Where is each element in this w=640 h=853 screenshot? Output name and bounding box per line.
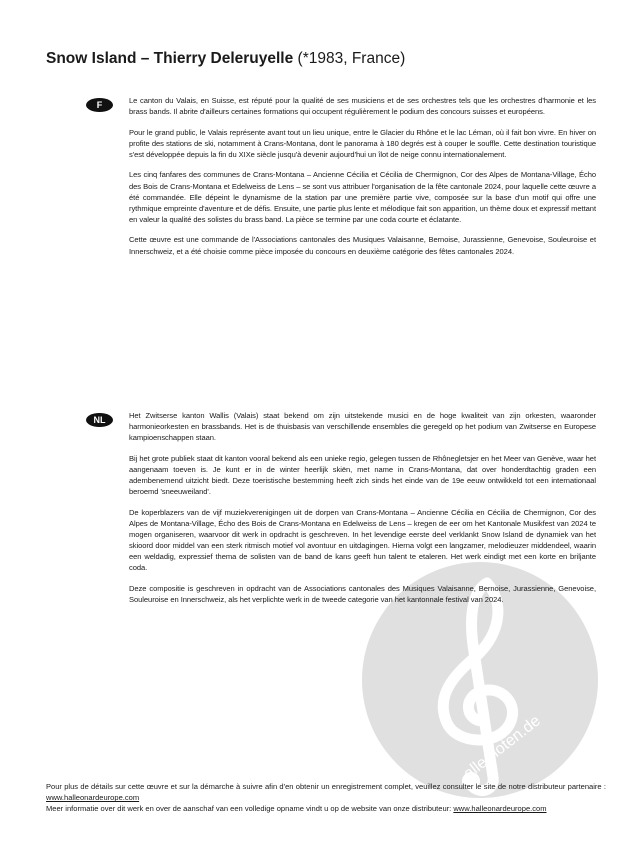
distributor-link-fr[interactable]: www.halleonardeurope.com bbox=[46, 793, 140, 803]
dutch-paragraph: Het Zwitserse kanton Wallis (Valais) staat bekend om zijn uitstekende musici en de hoge kwaliteit van zijn orkesten, waaronder harmonieorkesten en brassbands. Het is de thuisbasis van verschillende ensembles die geregeld op het podium van Zwitserse en Europese kampioenschappen staan. bbox=[129, 411, 596, 443]
title-subtitle: (*1983, France) bbox=[297, 50, 406, 67]
dutch-paragraph: Bij het grote publiek staat dit kanton vooral bekend als een unieke regio, gelegen tussen de Rhônegletsjer en het Meer van Genève, waar het aangenaam toeven is. Je kunt er in de winter heerlijk skiën, met name in Crans-Montana, dat over honderdtachtig graden een adembenemend uitzicht biedt. Deze toeristische bestemming heeft zich sinds het einde van de 19e eeuw ontwikkeld tot een internationaal beroemd 'sneeuweiland'. bbox=[129, 453, 596, 497]
french-paragraph: Pour le grand public, le Valais représente avant tout un lieu unique, entre le Glacier du Rhône et le lac Léman, où il fait bon vivre. En hiver on profite des stations de ski, notamment à Crans-Montana, dont le panorama à 180 degrés est à couper le souffle. Cette destination touristique s'est développée depuis la fin du XIXe siècle jusqu'à devenir aujourd'hui un îlot de neige connu internationalement. bbox=[129, 127, 596, 159]
dutch-paragraph: De koperblazers van de vijf muziekverenigingen uit de dorpen van Crans-Montana – Ancienne Cécilia en Cécilia de Chermignon, Cor des Alpes de Montana-Village, Écho des Bois de Crans-Montana en Edelweiss de Lens – kregen de eer om het Kantonale Musikfest van 2024 te mogen organiseren, waarvoor dit werk in opdracht is geschreven. In het levendige eerste deel verklankt Snow Island de dynamiek van het skioord door middel van een sterk ritmisch motief vol avontuur en uitdagingen. Hierna volgt een langzamer, melodieuzer middendeel, waarin een weldadig, expressief thema de solisten van de band de kans geeft hun talent te etaleren. Het werk eindigt met een korte en briljante coda. bbox=[129, 507, 596, 573]
footer-dutch bbox=[46, 803, 606, 814]
french-paragraph: Le canton du Valais, en Suisse, est réputé pour la qualité de ses musiciens et de ses orchestres tels que les orchestres d'harmonie et les brass bands. Il abrite d'ailleurs certaines formations qui occupent régulièrement le podium des concours suisses et européens. bbox=[129, 96, 596, 117]
watermark-text: alle-noten.de bbox=[460, 712, 544, 783]
title-main: Snow Island – Thierry Deleruyelle bbox=[46, 50, 294, 67]
footer-french-text: Pour plus de détails sur cette œuvre et sur la démarche à suivre afin d'en obtenir un enregistrement complet, veuillez consulter le site de notre distributeur partenaire : bbox=[46, 782, 606, 791]
french-paragraph: Cette œuvre est une commande de l'Associations cantonales des Musiques Valaisanne, Bernoise, Jurassienne, Genevoise, Souleuroise et Innerschweiz, et a été choisie comme pièce imposée du concours en deuxième catégorie des fêtes cantonales 2024. bbox=[129, 235, 596, 256]
language-badge-dutch: NL bbox=[86, 413, 113, 427]
french-text-block bbox=[129, 95, 596, 266]
dutch-text-block bbox=[129, 410, 596, 614]
footer-dutch-text: Meer informatie over dit werk en over de aanschaf van een volledige opname vindt u op de website van onze distributeur: bbox=[46, 804, 454, 814]
page-title bbox=[46, 49, 405, 69]
footer-notes bbox=[46, 781, 606, 814]
language-badge-french: F bbox=[86, 98, 113, 112]
french-paragraph: Les cinq fanfares des communes de Crans-Montana – Ancienne Cécilia et Cécilia de Chermignon, Cor des Alpes de Montana-Village, Écho des Bois de Crans-Montana et Edelweiss de Lens – se sont vus attribuer l'organisation de la fête cantonale 2024, pour laquelle cette œuvre a été commandée. Elle dépeint le dynamisme de la station par une première partie vive, composée sur la base d'un motif qui offre une rythmique empreinte d'aventure et de défis. Ensuite, une partie plus lente et mélodique fait son apparition, un thème doux et expressif mettant en valeur la qualité des solistes du brass band. La pièce se termine par une coda courte et éclatante. bbox=[129, 170, 596, 224]
footer-french bbox=[46, 781, 606, 803]
distributor-link-nl[interactable]: www.halleonardeurope.com bbox=[453, 804, 547, 814]
dutch-paragraph: Deze compositie is geschreven in opdracht van de Associations cantonales des Musiques Valaisanne, Bernoise, Jurassienne, Genevoise, Souleuroise en Innerschweiz, als het verplichte werk in de tweede categorie van het kantonnale festival van 2024. bbox=[129, 583, 596, 604]
